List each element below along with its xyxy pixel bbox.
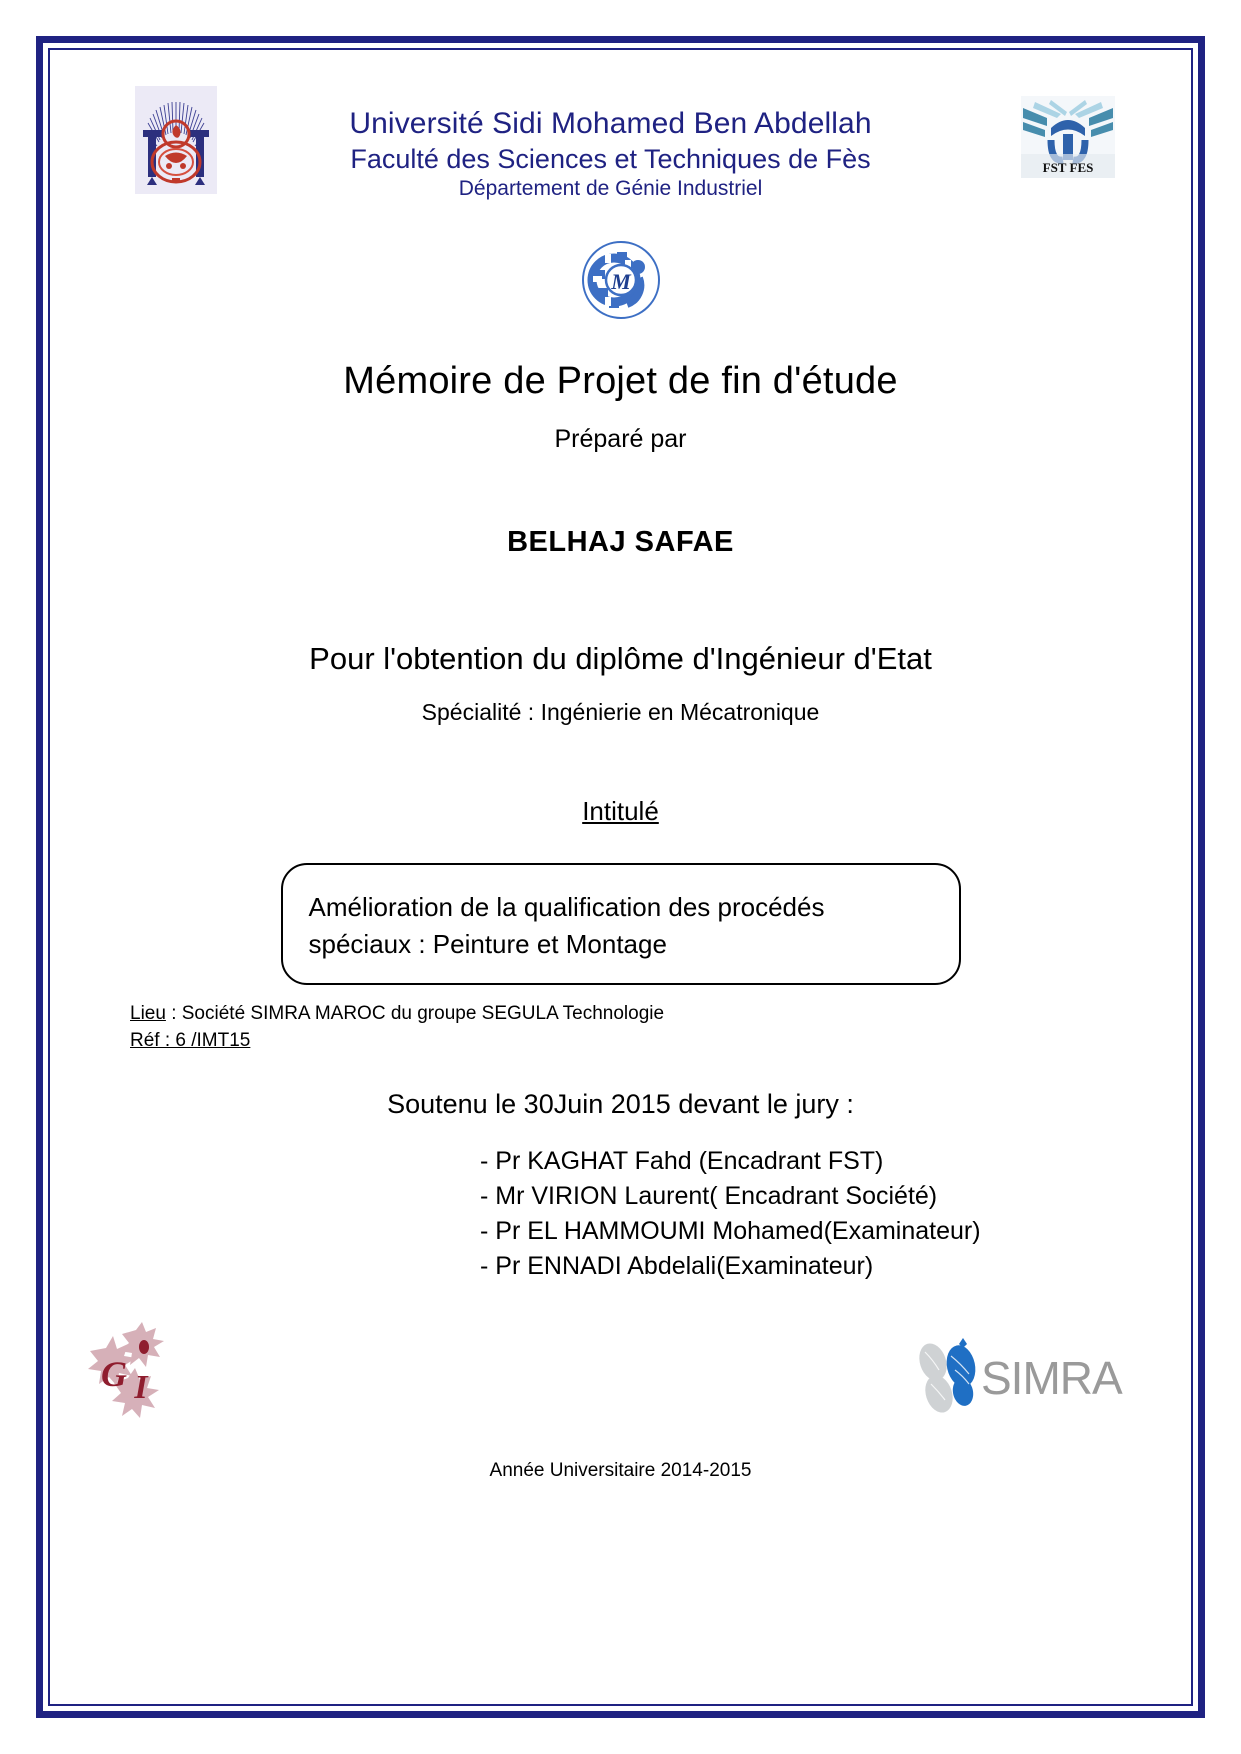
usmba-emblem-logo (135, 86, 217, 194)
jury-member: - Pr KAGHAT Fahd (Encadrant FST) (480, 1146, 884, 1175)
ref-line (130, 1028, 1181, 1055)
header (60, 82, 1181, 232)
simra-logo (911, 1336, 1161, 1416)
meta-block (130, 1001, 1181, 1055)
genie-industriel-gi-logo (84, 1322, 194, 1427)
fst-fes-logo-text: FST FES (1042, 160, 1094, 175)
gear-logo-letter: M (610, 269, 631, 294)
jury-member: - Pr ENNADI Abdelali(Examinateur) (480, 1251, 874, 1280)
author-name: BELHAJ SAFAE (507, 526, 734, 558)
center-logo-wrap (60, 240, 1181, 324)
university-name: Université Sidi Mohamed Ben Abdellah (349, 107, 872, 140)
jury-member: - Pr EL HAMMOUMI Mohamed(Examinateur) (480, 1216, 981, 1245)
academic-year: Année Universitaire 2014-2015 (489, 1459, 752, 1481)
intitule-label (60, 796, 1181, 827)
gi-logo-letter-i: I (134, 1368, 148, 1406)
fst-fes-logo (1021, 96, 1115, 178)
gear-logo-svg (581, 240, 661, 320)
jury-list (60, 1144, 1181, 1284)
intitule-label-text: Intitulé (582, 796, 659, 826)
faculty-name: Faculté des Sciences et Techniques de Fès (350, 143, 871, 174)
diploma-line: Pour l'obtention du diplôme d'Ingénieur d'Etat (309, 641, 932, 676)
lieu-line (130, 1001, 1181, 1028)
fst-fes-logo-svg (1021, 96, 1115, 178)
document-type: Mémoire de Projet de fin d'étude (343, 360, 898, 402)
speciality-line: Spécialité : Ingénierie en Mécatronique (421, 699, 820, 725)
thesis-title: Amélioration de la qualification des procédés spéciaux : Peinture et Montage (308, 892, 825, 959)
jury-heading: Soutenu le 30Juin 2015 devant le jury : (387, 1088, 854, 1119)
simra-logo-text: SIMRA (981, 1351, 1122, 1404)
prepared-by-label: Préparé par (554, 425, 687, 453)
page-content (60, 60, 1181, 1694)
ref-text: Réf : 6 /IMT15 (130, 1029, 251, 1051)
simra-logo-svg (911, 1336, 1161, 1416)
jury-member: - Mr VIRION Laurent( Encadrant Société) (480, 1181, 938, 1210)
usmba-emblem-svg (135, 86, 217, 194)
institution-block (210, 106, 1011, 201)
thesis-title-box (281, 863, 961, 985)
lieu-label: Lieu (130, 1002, 166, 1024)
sponsor-logos (60, 1322, 1181, 1432)
genie-industriel-gear-logo (581, 240, 661, 320)
gi-logo-svg (84, 1322, 194, 1427)
gi-logo-letter-g: G (101, 1353, 127, 1394)
department-name: Département de Génie Industriel (458, 176, 763, 200)
lieu-value: : Société SIMRA MAROC du groupe SEGULA Technologie (165, 1002, 665, 1024)
